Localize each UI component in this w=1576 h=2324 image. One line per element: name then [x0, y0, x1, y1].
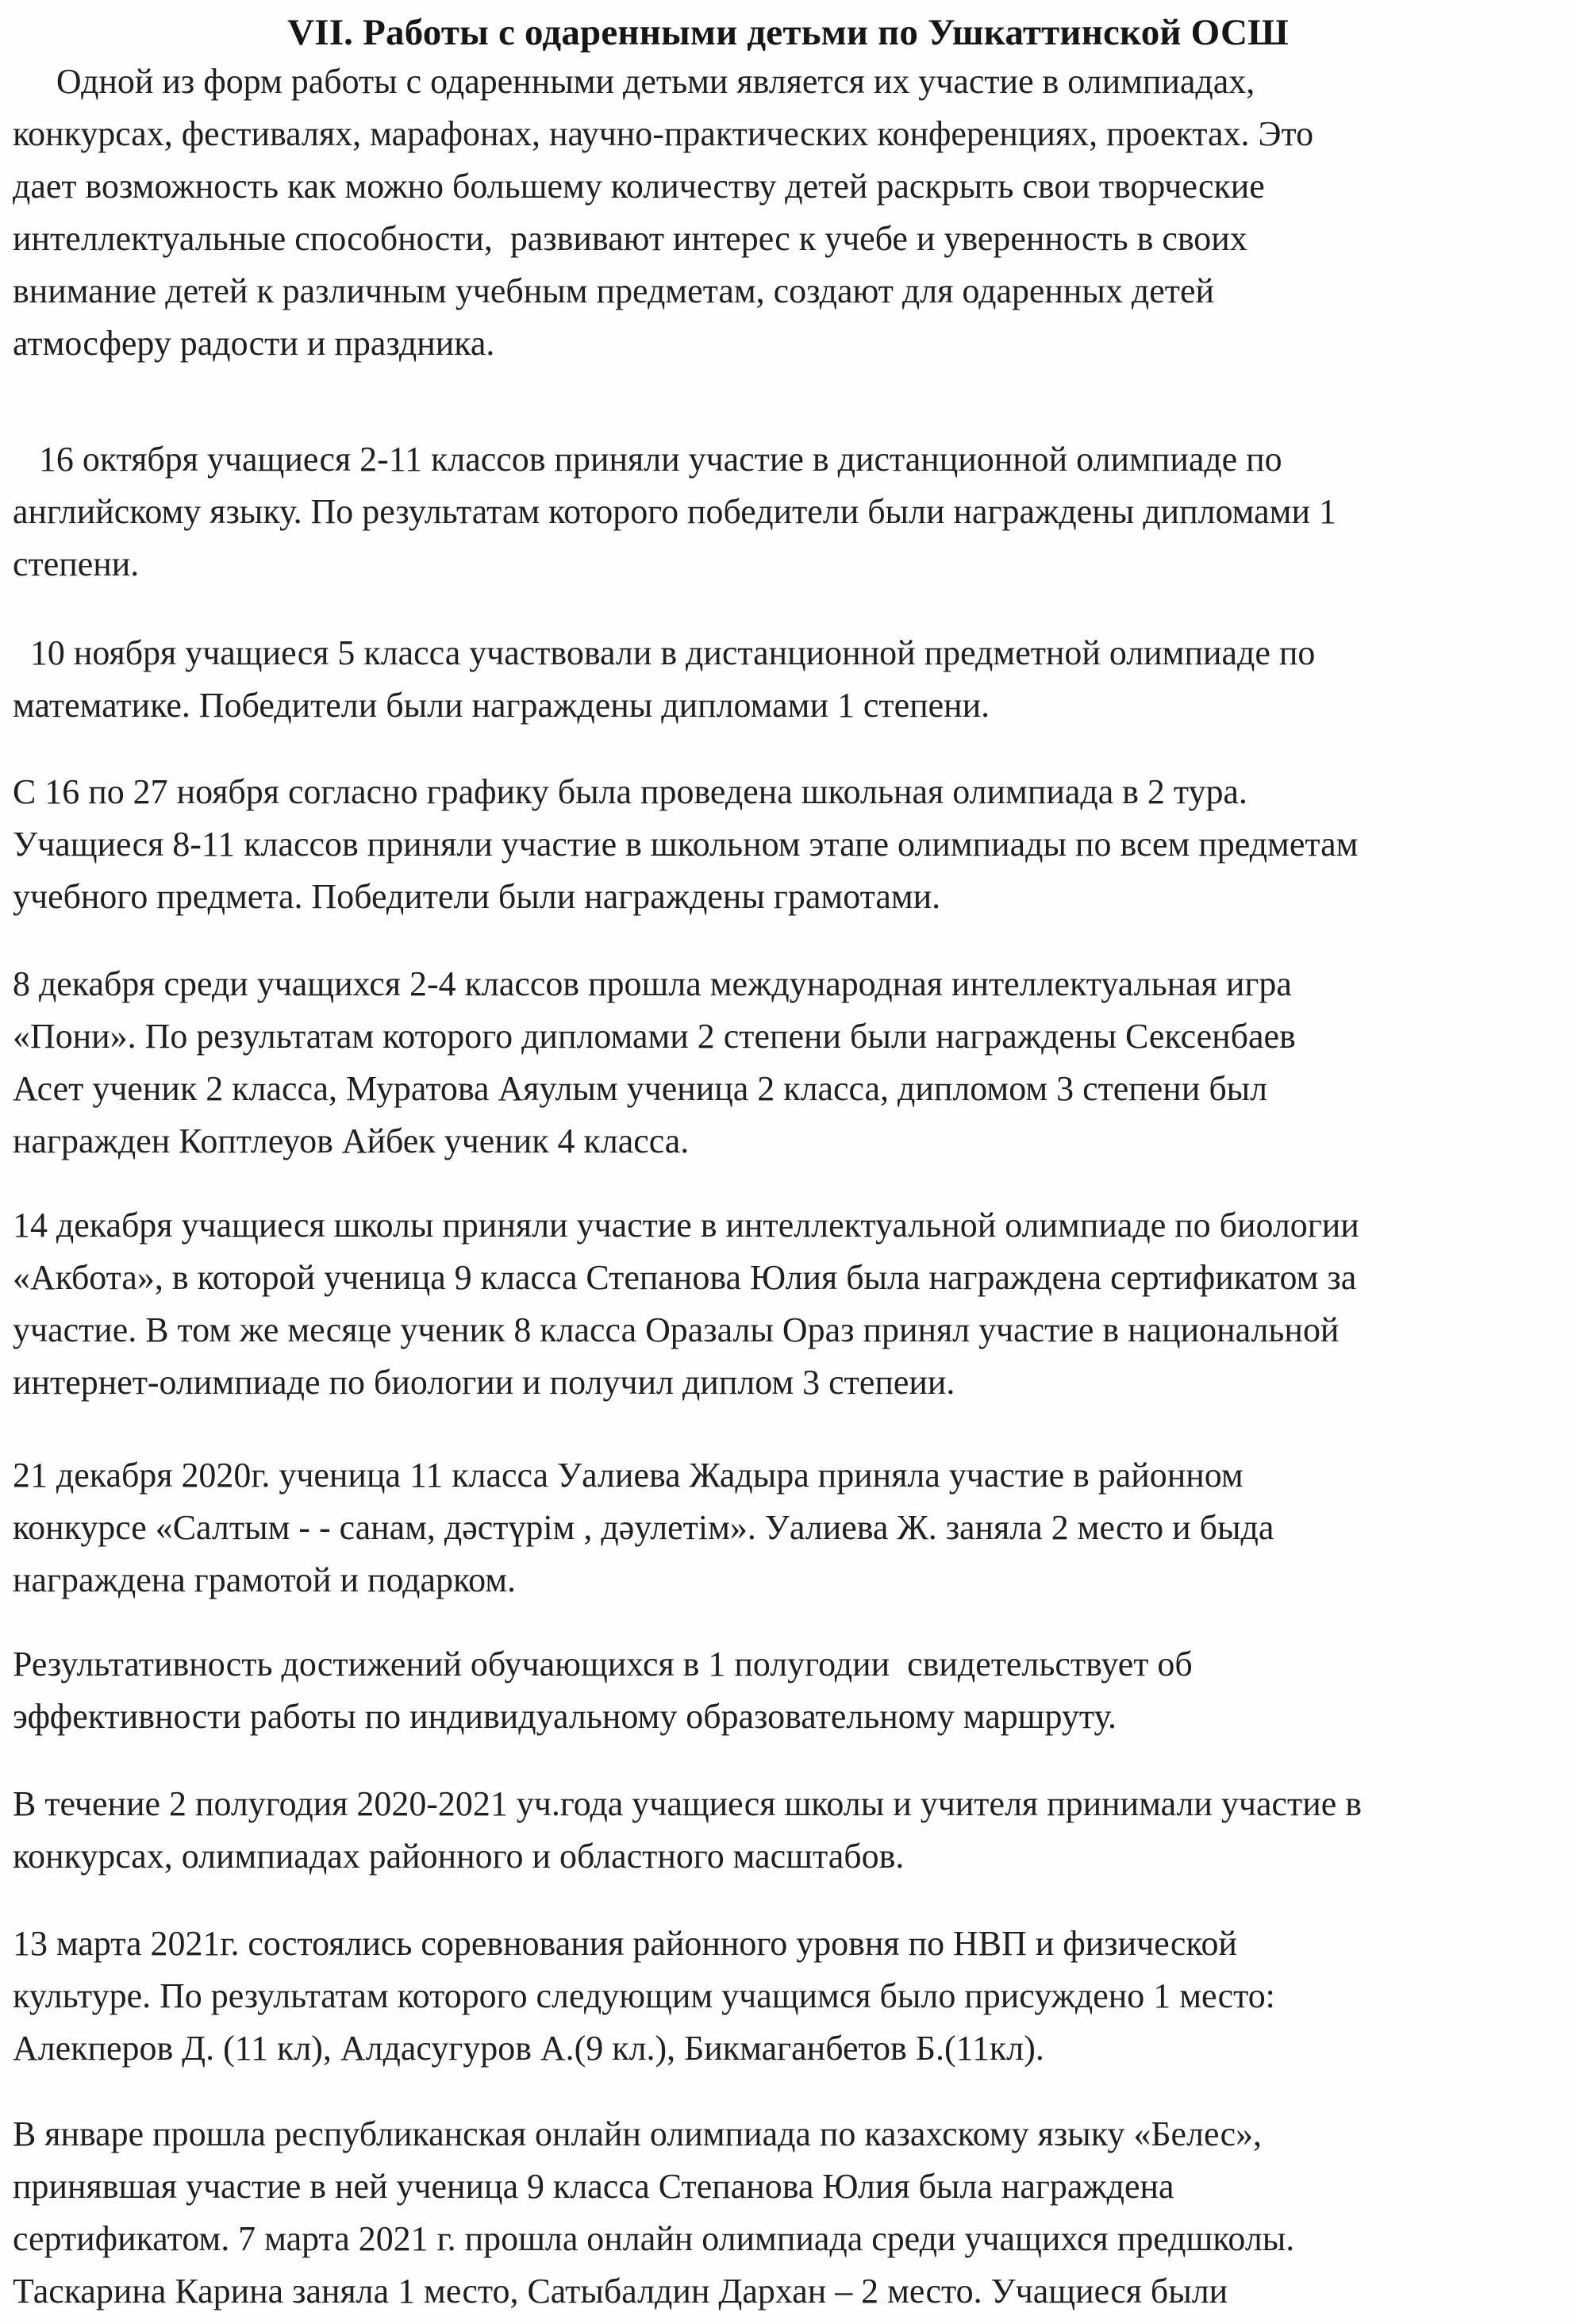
text-line: награждена грамотой и подарком.	[13, 1560, 517, 1599]
paragraph-district-contest	[13, 1449, 1572, 1606]
text-line: Одной из форм работы с одаренными детьми является их участие в олимпиадах,	[13, 62, 1255, 101]
text-line: Алекперов Д. (11 кл), Алдасугуров А.(9 кл.), Бикмаганбетов Б.(11кл).	[13, 2029, 1044, 2068]
text-line: интеллектуальные способности, развивают интерес к учебе и уверенность в своих	[13, 219, 1247, 258]
text-line: 14 декабря учащиеся школы приняли участие в интеллектуальной олимпиаде по биологии	[13, 1206, 1359, 1245]
text-line: В течение 2 полугодия 2020-2021 уч.года учащиеся школы и учителя принимали участие в	[13, 1784, 1362, 1823]
text-line: 21 декабря 2020г. ученица 11 класса Уалиева Жадыра приняла участие в районном	[13, 1456, 1244, 1495]
text-line: внимание детей к различным учебным предметам, создают для одаренных детей	[13, 271, 1214, 310]
paragraph-beles-olympiad	[13, 2108, 1572, 2318]
text-line: награжден Коптлеуов Айбек ученик 4 класса.	[13, 1122, 690, 1160]
text-line: «Акбота», в которой ученица 9 класса Степанова Юлия была награждена сертификатом за	[13, 1258, 1357, 1297]
text-line: атмосферу радости и праздника.	[13, 324, 495, 363]
paragraph-math-olympiad	[13, 627, 1572, 732]
text-line: принявшая участие в ней ученица 9 класса Степанова Юлия была награждена	[13, 2167, 1174, 2206]
text-line: математике. Победители были награждены дипломами 1 степени.	[13, 686, 990, 725]
text-line: конкурсах, олимпиадах районного и областного масштабов.	[13, 1837, 905, 1876]
paragraph-biology-olympiad	[13, 1199, 1572, 1409]
paragraph-pony-game	[13, 958, 1572, 1168]
text-line: интернет-олимпиаде по биологии и получил диплом 3 степеии.	[13, 1363, 955, 1402]
text-line: дает возможность как можно большему количеству детей раскрыть свои творческие	[13, 167, 1265, 206]
text-line: английскому языку. По результатам которого победители были награждены дипломами 1	[13, 492, 1336, 531]
text-line: конкурсе «Салтым - - санам, дәстүрім , дәулетім». Уалиева Ж. заняла 2 место и быда	[13, 1508, 1274, 1547]
paragraph-school-olympiad	[13, 766, 1572, 923]
text-line: 10 ноября учащиеся 5 класса участвовали в дистанционной предметной олимпиаде по	[13, 633, 1316, 672]
text-line: сертификатом. 7 марта 2021 г. прошла онлайн олимпиада среди учащихся предшколы.	[13, 2219, 1295, 2258]
paragraph-results-summary	[13, 1638, 1572, 1743]
text-line: В январе прошла республиканская онлайн олимпиада по казахскому языку «Белес»,	[13, 2114, 1263, 2153]
section-title: VII. Работы с одаренными детьми по Ушкаттинской ОСШ	[287, 12, 1289, 53]
text-line: 8 декабря среди учащихся 2-4 классов прошла международная интеллектуальная игра	[13, 964, 1292, 1003]
paragraph-english-olympiad	[13, 433, 1572, 591]
paragraph-intro	[13, 56, 1572, 370]
text-line: Результативность достижений обучающихся в 1 полугодии свидетельствует об	[13, 1645, 1193, 1683]
text-line: Асет ученик 2 класса, Муратова Аяулым ученица 2 класса, дипломом 3 степени был	[13, 1069, 1268, 1108]
text-line: Учащиеся 8-11 классов приняли участие в школьном этапе олимпиады по всем предметам	[13, 825, 1359, 864]
text-line: участие. В том же месяце ученик 8 класса Оразалы Ораз принял участие в национальной	[13, 1310, 1340, 1349]
text-line: культуре. По результатам которого следующим учащимся было присуждено 1 место:	[13, 1976, 1275, 2015]
text-line: Таскарина Карина заняла 1 место, Сатыбалдин Дархан – 2 место. Учащиеся были	[13, 2272, 1228, 2311]
text-line: «Пони». По результатам которого дипломами 2 степени были награждены Сексенбаев	[13, 1017, 1296, 1056]
text-line: степени.	[13, 544, 140, 583]
paragraph-second-semester	[13, 1778, 1572, 1883]
text-line: 13 марта 2021г. состоялись соревнования районного уровня по НВП и физической	[13, 1924, 1237, 1963]
text-line: учебного предмета. Победители были награждены грамотами.	[13, 877, 941, 916]
text-line: С 16 по 27 ноября согласно графику была проведена школьная олимпиада в 2 тура.	[13, 772, 1247, 811]
paragraph-military-competition	[13, 1918, 1572, 2075]
text-line: конкурсах, фестивалях, марафонах, научно-практических конференциях, проектах. Это	[13, 114, 1314, 153]
text-line: эффективности работы по индивидуальному образовательному маршруту.	[13, 1697, 1117, 1736]
text-line: 16 октября учащиеся 2-11 классов приняли участие в дистанционной олимпиаде по	[13, 440, 1282, 479]
